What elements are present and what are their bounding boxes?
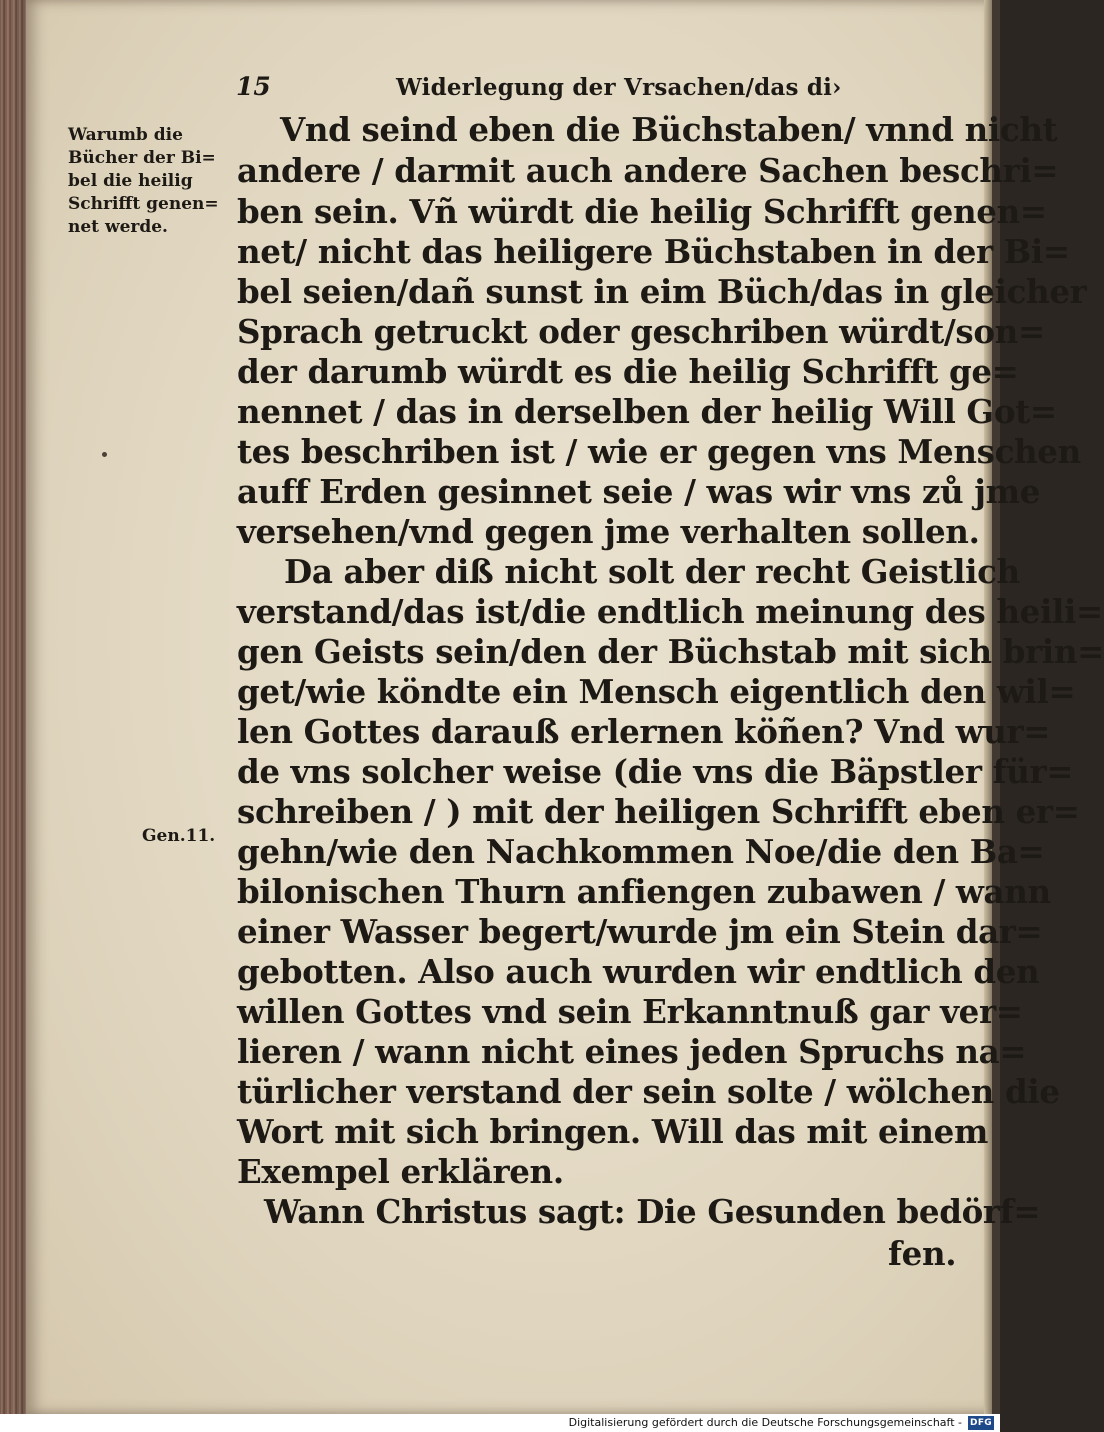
text-line: auff Erden gesinnet seie / was wir vns zů jme: [237, 472, 1041, 511]
text-line: Wort mit sich bringen. Will das mit einem: [237, 1112, 989, 1151]
margin-note-line: Bücher der Bi=: [68, 148, 216, 168]
text-line: Da aber diß nicht solt der recht Geistlich: [284, 552, 1020, 591]
text-line: türlicher verstand der sein solte / wölchen die: [237, 1072, 1060, 1111]
page-number: 15: [236, 72, 271, 101]
margin-note-line: net werde.: [68, 217, 168, 237]
text-line: einer Wasser begert/wurde jm ein Stein dar=: [237, 912, 1043, 951]
text-line: bel seien/dañ sunst in eim Büch/das in gleicher: [237, 272, 1087, 311]
book-page: [26, 0, 1104, 1414]
dfg-logo-icon: DFG: [968, 1416, 994, 1430]
text-line: bilonischen Thurn anfiengen zubawen / wann: [237, 872, 1051, 911]
margin-note-line: Warumb die: [68, 125, 183, 145]
text-line: schreiben / ) mit der heiligen Schrifft eben er=: [237, 792, 1080, 831]
text-line: gebotten. Also auch wurden wir endtlich den: [237, 952, 1040, 991]
text-line: len Gottes darauß erlernen köñen? Vnd wur=: [237, 712, 1051, 751]
margin-note-line: Schrifft genen=: [68, 194, 219, 214]
text-line: de vns solcher weise (die vns die Bäpstler für=: [237, 752, 1074, 791]
text-line: nennet / das in derselben der heilig Will Got=: [237, 392, 1057, 431]
text-line: Vnd seind eben die Büchstaben/ vnnd nicht: [280, 110, 1058, 149]
text-line: Sprach getruckt oder geschriben würdt/son=: [237, 312, 1045, 351]
funding-notice: Digitalisierung gefördert durch die Deutsche Forschungsgemeinschaft -: [568, 1416, 962, 1429]
text-line: gehn/wie den Nachkommen Noe/die den Ba=: [237, 832, 1045, 871]
text-line: Exempel erklären.: [237, 1152, 564, 1191]
body-text: [26, 0, 1104, 1414]
text-line: lieren / wann nicht eines jeden Spruchs na=: [237, 1032, 1027, 1071]
text-line: ben sein. Vñ würdt die heilig Schrifft genen=: [237, 192, 1047, 231]
text-line: der darumb würdt es die heilig Schrifft ge=: [237, 352, 1019, 391]
catchword: fen.: [888, 1234, 957, 1273]
text-line: tes beschriben ist / wie er gegen vns Menschen: [237, 432, 1081, 471]
margin-reference: Gen.11.: [142, 826, 216, 846]
text-line: versehen/vnd gegen jme verhalten sollen.: [237, 512, 980, 551]
text-line: willen Gottes vnd sein Erkanntnuß gar ver=: [237, 992, 1023, 1031]
footer-bar: [0, 1414, 1000, 1432]
running-title: Widerlegung der Vrsachen/das di›: [396, 74, 842, 101]
text-line: get/wie köndte ein Mensch eigentlich den wil=: [237, 672, 1076, 711]
text-line: net/ nicht das heiligere Büchstaben in der Bi=: [237, 232, 1070, 271]
text-line: gen Geists sein/den der Büchstab mit sich brin=: [237, 632, 1104, 671]
text-line: verstand/das ist/die endtlich meinung des heili=: [237, 592, 1103, 631]
text-line: andere / darmit auch andere Sachen beschri=: [237, 151, 1059, 190]
text-line: Wann Christus sagt: Die Gesunden bedörf=: [264, 1192, 1041, 1231]
margin-note-line: bel die heilig: [68, 171, 193, 191]
